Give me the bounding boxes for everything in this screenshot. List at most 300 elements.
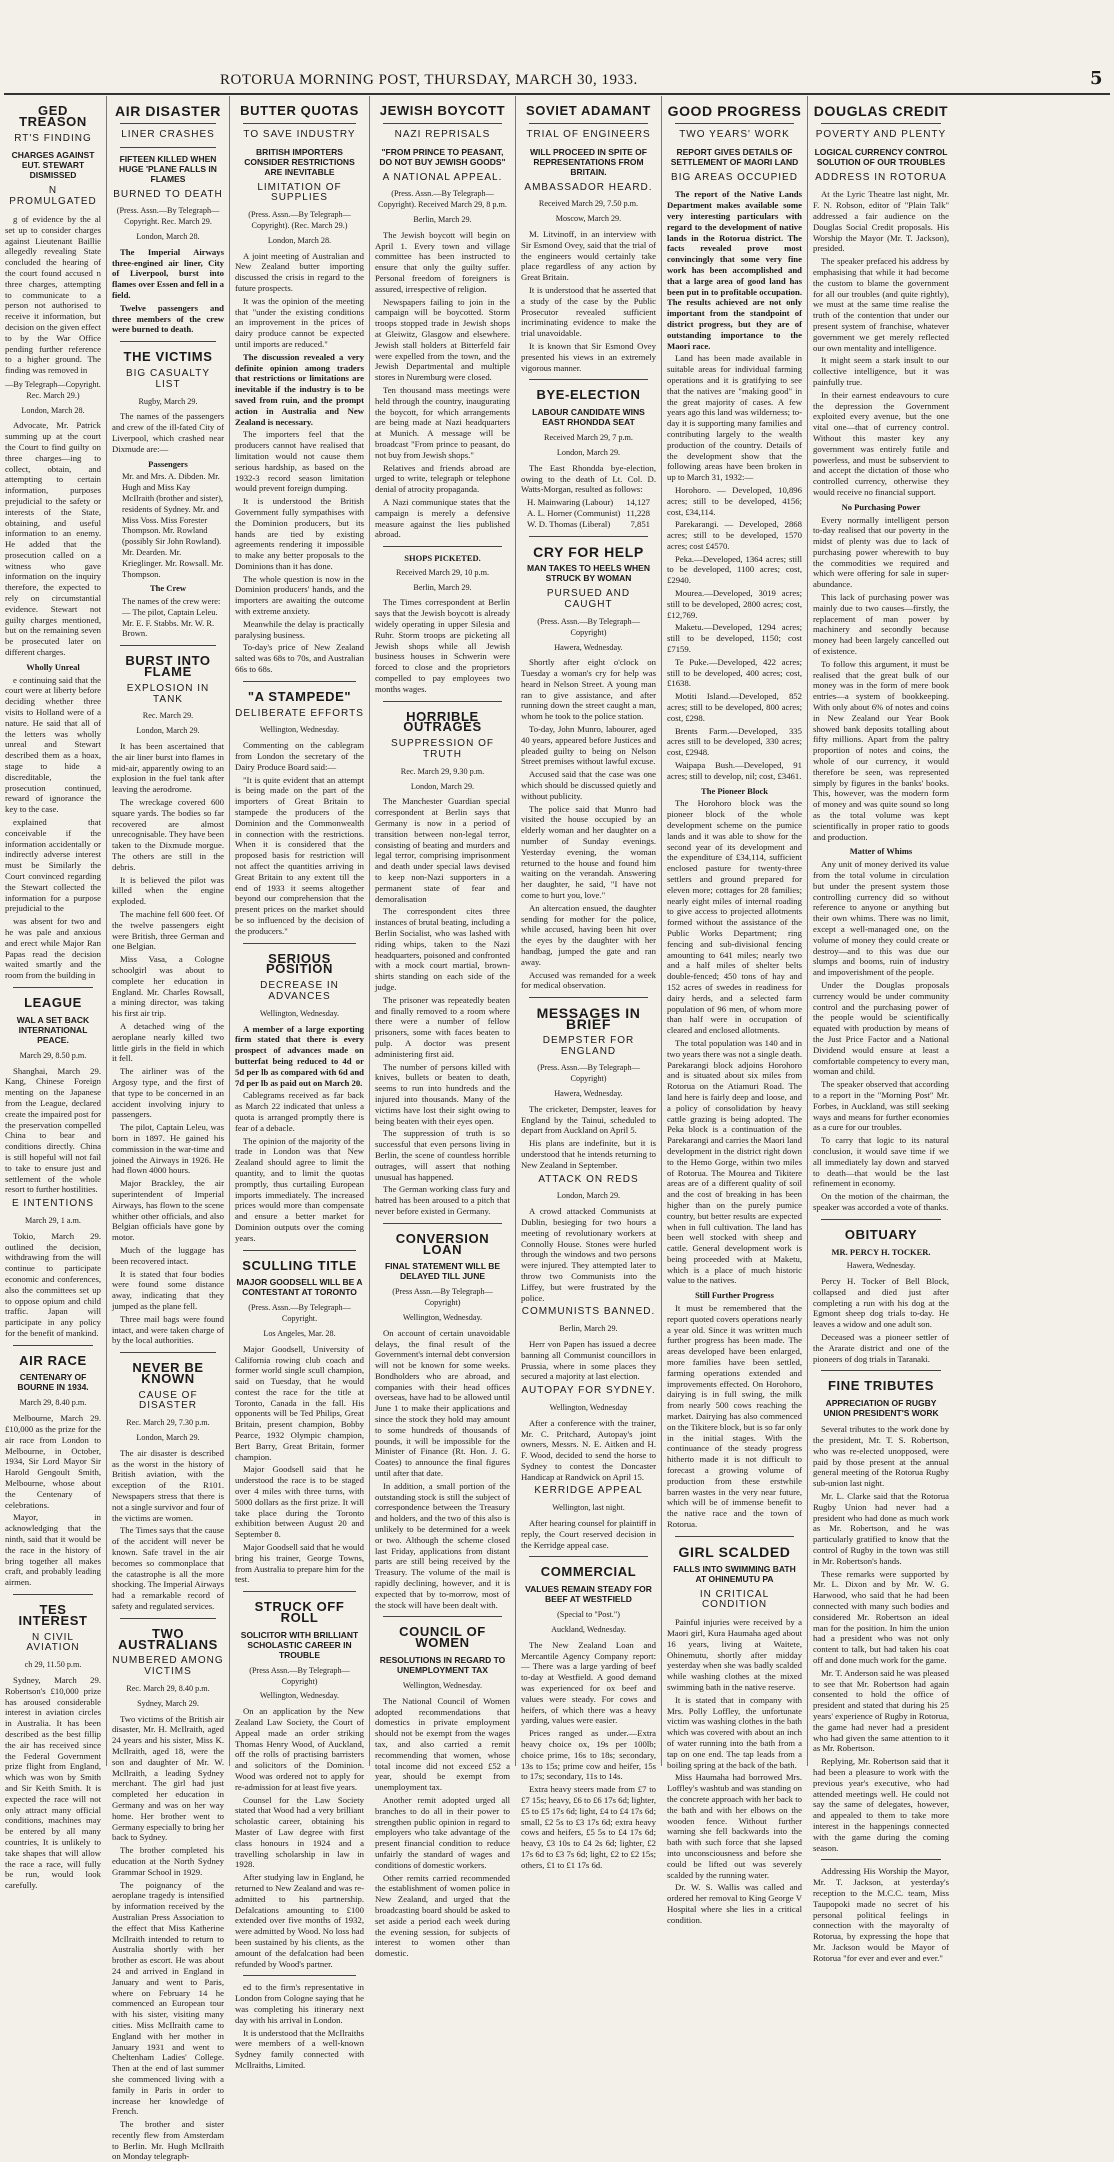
article-paragraph: Relatives and friends abroad are urged to write, telegraph or telephone denial of atrocity propaganda. [375, 462, 510, 495]
article-subhead: AUTOPAY FOR SYDNEY. [521, 1385, 656, 1397]
article-paragraph: Major Goodsell said that he would bring his trainer, George Towns, from Australia to prepare him for the test. [235, 1542, 364, 1585]
dateline: Berlin, March 29. [559, 1324, 618, 1334]
divider [529, 379, 648, 380]
article-deck: RESOLUTIONS IN REGARD TO UNEMPLOYMENT TAX [379, 1655, 506, 1676]
article-paragraph: Several tributes to the work done by the president, Mr. T. S. Robertson, who was re-elected unopposed, were paid by those present at the annual general meeting of the Rotorua Rugby sub-union last night. [813, 1424, 949, 1489]
article-headline: SCULLING TITLE [242, 1257, 357, 1273]
newspaper-page [0, 96, 1114, 2162]
section-subhead: SHOPS PICKETED. [404, 553, 481, 564]
article-paragraph: The opinion of the majority of the trade in London was that New Zealand should agree to limit the quantity, and to limit the quotas promptly, thus curtailing European imports immediately. The increased prices would more than compensate and ensure a better market for Dominion outputs over the coming years. [235, 1135, 364, 1243]
article-paragraph: Land has been made available in suitable areas for individual farming operations and it is gratifying to see that the natives are "making good" in the great majority of cases. A few years ago this land was wilderness; to-day it is supporting many families and contributing largely to the wealth production of the country. Details of the development show that the following areas have been broken in up to March 31, 1932:— [667, 353, 802, 483]
article-paragraph: Herr von Papen has issued a decree banning all Communist councillors in Prussia, where in some places they secured a majority at last election. [521, 1338, 656, 1382]
article-headline: GOOD PROGRESS [667, 103, 802, 119]
article-headline: THE VICTIMS [123, 349, 213, 365]
divider [13, 987, 93, 988]
column-1 [0, 96, 106, 1891]
divider [120, 341, 216, 342]
article-paragraph: Tokio, March 29. outlined the decision, withdrawing from the will continue to participate economic and conferences, also the committees set up to oppose opium and child traffic. Japan will participate in any policy for the benefit of mankind. [5, 1230, 101, 1338]
article-paragraph: The machine fell 600 feet. Of the twelve passengers eight were British, three German and one Belgian. [112, 909, 224, 952]
dateline: Wellington, Wednesday. [402, 1681, 483, 1691]
article-paragraph: Under the Douglas proposals currency would be under community control and the purchasing power of the people would be scientifically equated with production by means of the Just Price Factor and a National Dividend would ensure at least a comfortable competency to every man, woman and child. [813, 979, 949, 1077]
dateline: Rugby, March 29. [138, 396, 198, 406]
article-paragraph: Replying, Mr. Robertson said that it had been a pleasure to work with the previous year's executive, who had attended meetings well. He could not say the same of delegates, however, and appealed to them to take more interest in the happenings connected with the game during the coming season. [813, 1756, 949, 1853]
dateline: London, March 28. [136, 231, 200, 241]
article-paragraph: An altercation ensued, the daughter sending for mother for the police, while accused, having been hit over the eyes by the daughter with her handbag, jumped the gate and ran away. [521, 902, 656, 967]
article-deck: MAN TAKES TO HEELS WHEN STRUCK BY WOMAN [527, 563, 650, 584]
article-deck: "FROM PRINCE TO PEASANT, DO NOT BUY JEWISH GOODS" [379, 146, 506, 167]
article-subhead: IN CRITICAL CONDITION [699, 1588, 770, 1611]
article-paragraph: The number of persons killed with knives, bullets or beaten to death, seems to run into hundreds and the injured into thousands. Many of the victims have lost their sight owing to being beaten with their eyes open. [375, 1061, 510, 1126]
divider [383, 1223, 502, 1224]
divider [383, 546, 502, 547]
article-paragraph: The whole question is now in the Dominion producers' hands, and the importers are awaiting the outcome with extreme anxiety. [235, 573, 364, 617]
article-subhead: NAZI REPRISALS [394, 128, 491, 140]
article-headline: GED TREASON [19, 103, 87, 129]
article-paragraph: The names of the passengers and crew of the ill-fated City of Liverpool, which crashed near Dixmude are:— [112, 411, 224, 454]
dateline: (Press. Assn.—By Telegraph—Copyright). (Rec. March 29.) [248, 210, 351, 230]
article-headline: COUNCIL OF WOMEN [399, 1624, 486, 1651]
article-paragraph: To carry that logic to its natural conclusion, it would save time if we all immediately lay down and starved to death—that would be the last refinement in economy. [813, 1135, 949, 1189]
section-subhead: Matter of Whims [849, 846, 913, 857]
dateline: (Press. Assn.—By Telegraph—Copyright. [248, 1303, 351, 1324]
dateline: Berlin, March 29. [413, 582, 472, 592]
dateline: Hawera, Wednesday. [846, 1261, 916, 1271]
page-number: 5 [1090, 68, 1103, 89]
article-deck: APPRECIATION OF RUGBY UNION PRESIDENT'S WORK [823, 1398, 939, 1419]
article-lead: The discussion revealed a very definite opinion among traders that restrictions or limitations are inevitable if the industry is to be saved from ruin, and the prompt action in Australia and New Zealand is necessary. [235, 351, 364, 427]
divider [821, 123, 941, 124]
section-subhead: No Purchasing Power [841, 501, 921, 512]
article-paragraph: ed to the firm's representative in London from Cologne saying that he was completing his itinerary next day with his arrival in London. [235, 1982, 364, 2025]
article-subhead: TO SAVE INDUSTRY [243, 128, 356, 140]
dateline: (Press. Assn.—By Telegraph—Copyright). Received March 29, 8 p.m. [378, 189, 507, 210]
article-paragraph: Deceased was a pioneer settler of the Ararate district and one of the pioneers of dog trials in Taranaki. [813, 1332, 949, 1364]
article-paragraph: Melbourne, March 29. £10,000 as the prize for the air race from London to Melbourne, in October, 1934, Sir Lord Mayor Sir Harold Gengoult Smith, Melbourne, whose about the Centenary of celebrations. [5, 1413, 101, 1510]
article-paragraph: After hearing counsel for plaintiff in reply, the Court reserved decision in the Kerridge appeal case. [521, 1518, 656, 1550]
candidate-name: A. L. Horner (Communist) [527, 507, 621, 518]
article-paragraph: The prisoner was repeatedly beaten and finally removed to a room where there were a number of fellow prisoners, some with faces beaten to pulp. A doctor was present administering first aid. [375, 994, 510, 1059]
article-paragraph: It must be remembered that the report quoted covers operations nearly a year old. Since it was written much further progress has been made. The areas developed have been enlarged, more families have been settled, farming operations extended and improvements effected. On Horohoro, dairying is in full swing, the milk from nearly 500 cows reaching the market. Dairying has also commenced on the Tikitere block, but is so far only in the initial stages. With the continuance of the steady progress hitherto made it is not difficult to forecast a growing volume of production from these erstwhile barren wastes in the very near future, which will be of immense benefit to the native race and the town of Rotorua. [667, 1303, 802, 1530]
article-paragraph: The Times says that the cause of the accident will never be known. Safe travel in the air becomes so commonplace that the catastrophe is all the more shocking. The Imperial Airways had a remarkable record of safety and regulated services. [112, 1525, 224, 1612]
column-3 [229, 96, 369, 2070]
article-paragraph: The cricketer, Dempster, leaves for England by the Tainui, scheduled to depart from Auckland on April 5. [521, 1103, 656, 1136]
divider [120, 1618, 216, 1619]
dateline: London, March 29. [410, 781, 475, 791]
section-subhead: Passengers [148, 458, 188, 469]
dateline: Wellington, last night. [552, 1503, 625, 1513]
article-paragraph: The German working class fury and hatred has been aroused to a pitch that never before existed in Germany. [375, 1184, 510, 1216]
article-paragraph: Newspapers failing to join in the campaign will be boycotted. Storm troops stopped trade in Jewish shops at Gleiwitz, Glasgow and elsewhere. Jewish stall holders at Bitterfeld fair were expelled from the town, and the Jewish Departmental and multiple stores in Nuremburg were closed. [375, 296, 510, 383]
article-paragraph: Mayor, in acknowledging that the ninth, said that it would be the race in the history of bring together all makes craft, and probably leading airmen. [5, 1512, 101, 1588]
divider [529, 997, 648, 998]
divider [243, 943, 356, 944]
article-paragraph: A joint meeting of Australian and New Zealand butter importing discussed the crisis in regard to the future prospects. [235, 250, 364, 293]
article-deck: BRITISH IMPORTERS CONSIDER RESTRICTIONS ARE INEVITABLE [244, 146, 355, 177]
article-paragraph: It is understood that he asserted that a study of the case by the Public Prosecutor revealed sufficient incriminating evidence to make the trial unavoidable. [521, 284, 656, 339]
article-paragraph: Any unit of money derived its value from the total volume in circulation but under the present system those controlling currency did so without reference to anyone or anything but their own whims. There was no limit, except a well-managed one, on the volume of money they could create or destroy—and to this was due our slumps and booms, ruin of industry and impoverishment of the people. [813, 859, 949, 978]
article-deck: WAL A SET BACK INTERNATIONAL PEACE. [16, 1014, 90, 1045]
article-paragraph: The Horohoro block was the pioneer block of the whole development scheme on the pumice lands and it was able to show for the second year of its development and the expenditure of £34,114, sufficient enclosed pasture for twenty-three settlers and ground prepared for eleven more; cottages for 28 families; nearly eight miles of internal roading to give access to projected allotments formed without the assistance of the Public Works Department; ring fencing and sub-divisional fencing amounting to 641 miles; nearly two and a half miles of shelter belts double-fenced; 450 tons of hay and 152 acres of swedes in readiness for dairy herds, and a selected farm population of 96 men, of whom more than half were in occupation of cleared and enclosed allotments. [667, 798, 802, 1036]
dateline: (Special to "Post.") [557, 1610, 620, 1620]
article-paragraph: This lack of purchasing power was mainly due to two causes—firstly, the replacement of man power by machinery and secondly because money had been largely cancelled out of existence. [813, 592, 949, 657]
article-paragraph: Sydney, March 29. Robertson's £10,000 prize has aroused considerable interest in aviation circles in Australia. It has been described as the best fillip the air has received since the Federal Government prize flight from England, which was won by Smith and Sir Keith Smith. It is expected the race will not only attract many official conditions, machines may be entered by all many countries, It is unlikely to take shapes that will allow the race a race, will fully be run, would look carefully. [5, 1675, 101, 1891]
article-headline: HORRIBLE OUTRAGES [403, 708, 482, 735]
divider [675, 123, 794, 124]
article-paragraph: The Jewish boycott will begin on April 1. Every town and village committee has been instructed to ensure that only the guilty suffer. Personal freedom of foreigners is assured, irrespective of religion. [375, 229, 510, 294]
article-subhead: DEMPSTER FOR ENGLAND [542, 1034, 635, 1057]
article-paragraph: At the Lyric Theatre last night, Mr. F. N. Robson, editor of "Plain Talk" addressed a fair audience on the Douglas Social Credit proposals. His Worship the Mayor (Mr. T. Jackson), presided. [813, 189, 949, 254]
article-headline: SERIOUS POSITION [266, 950, 333, 977]
article-paragraph: Accused was remanded for a week for medical observation. [521, 969, 656, 991]
article-deck: CENTENARY OF BOURNE IN 1934. [17, 1372, 89, 1393]
article-headline: AIR RACE [19, 1352, 87, 1368]
article-paragraph: The air disaster is described as the worst in the history of British aviation, with the exception of the R101. Newspapers stress that there is not a single survivor and four of the victims are women. [112, 1447, 224, 1523]
article-paragraph: The suppression of truth is so successful that even persons living in Berlin, the scene of countless horrible outrages, will assert that nothing unusual has happened. [375, 1128, 510, 1182]
article-paragraph: It might seem a stark insult to our collective intelligence, but it was painfully true. [813, 355, 949, 387]
section-subhead: Wholly Unreal [26, 661, 80, 672]
article-paragraph: The police said that Munro had visited the house occupied by an elderly woman and her daughter on a number of Sunday evenings. Yesterday evening, the woman returned to the house and found him waiting on the verandah. Answering her daughter, he said, "I have not come to hurt you, love." [521, 803, 656, 901]
article-deck: SOLICITOR WITH BRILLIANT SCHOLASTIC CAREER IN TROUBLE [240, 1629, 359, 1660]
article-subhead: LINER CRASHES [121, 128, 215, 140]
article-paragraph: Parekarangi. — Developed, 2868 acres; still to be developed, 1570 acres; cost £4570. [667, 519, 802, 551]
article-subhead: LIMITATION OF SUPPLIES [257, 181, 342, 204]
article-paragraph: It is known that Sir Esmond Ovey presented his views in an extremely vigorous manner. [521, 340, 656, 373]
article-subhead: EXPLOSION IN TANK [126, 682, 210, 705]
candidate-name: H. Mainwaring (Labour) [527, 497, 614, 508]
candidate-votes: 11,228 [626, 507, 650, 518]
article-headline: MESSAGES IN BRIEF [536, 1005, 641, 1032]
dateline: (Press. Assn.—By Telegraph—Copyright) [537, 1063, 640, 1084]
article-paragraph: It has been ascertained that the air liner burst into flames in mid-air, apparently owing to an explosion in the fuel tank after leaving the aerodrome. [112, 741, 224, 795]
article-paragraph: Te Puke.—Developed, 422 acres; still to be developed, 400 acres; cost, £1638. [667, 656, 802, 689]
article-paragraph: It is understood that the McIlraiths were members of a well-known Sydney family connected with McIlraiths, Limited. [235, 2027, 364, 2070]
article-paragraph: On account of certain unavoidable delays, the final result of the Government's internal debt conversion will not be known for some weeks. Bondholders who are abroad, and companies with their head offices overseas, have had to be allowed until June 1 to make their applications and since the stock they hold may amount to some hundreds of thousands of pounds, it will be impossible for the Minister of Finance (Rt. Hon. J. G. Coates) to announce the final figures until after that date. [375, 1327, 510, 1479]
article-paragraph: Mr. T. Anderson said he was pleased to see that Mr. Robertson had again consented to hold the office of president and stated that during his 25 years' experience of Rugby in Rotorua, the game had never had a president who had given the same attention to it as Mr. Robertson. [813, 1667, 949, 1754]
article-paragraph: The speaker prefaced his address by emphasising that while it had become the custom to blame the government for all our troubles (and quite rightly), we must at the same time realise the truth of the contention that under our present system of franchise, whatever government we get merely reflected our own mentality and intelligence. [813, 256, 949, 353]
dateline: Auckland, Wednesday. [551, 1625, 626, 1635]
article-paragraph: Every normally intelligent person to-day realised that our poverty in the midst of plenty was due to lack of purchasing power wherewith to buy the commodities we required and which were offering for sale in super-abundance. [813, 514, 949, 590]
article-paragraph: Miss Vasa, a Cologne schoolgirl was about to complete her education in England. Mr. Charles Rowsall, a mining director, was taking his first air trip. [112, 954, 224, 1019]
masthead-rule [4, 93, 1110, 95]
divider [821, 1859, 941, 1860]
article-paragraph: The correspondent cites three instances of brutal beating, including a Berlin Socialist, who was lashed with riding whips, taken to the Nazi headquarters, poisoned and confronted with a mock court martial, brown-shirts standing on each side of the judge. [375, 906, 510, 992]
article-subhead: TWO YEARS' WORK [679, 128, 790, 140]
section-subhead: The Pioneer Block [701, 785, 768, 796]
article-deck: MAJOR GOODSELL WILL BE A CONTESTANT AT TORONTO [236, 1277, 363, 1298]
article-paragraph: The Times correspondent at Berlin says that the Jewish boycott is already widely operating in upper Silesia and Ruhr. Storm troops are picketing all Jewish shops while all Jewish business houses in Schwerin were forced to close and the proprietors compelled to pay employees two months wages. [375, 597, 510, 694]
divider [120, 645, 216, 646]
article-paragraph: Addressing His Worship the Mayor, Mr. T. Jackson, at yesterday's reception to the M.C.C. team, Miss Taupopoki made no secret of his personal political feelings in connection with the mayoralty of Rotorua, by expressing the hope that Mr. Jackson would be Mayor of Rotorua "for ever and ever and ever." [813, 1866, 949, 1963]
article-headline: OBITUARY [844, 1226, 918, 1242]
article-paragraph: Miss Haumaha had borrowed Mrs. Loffley's washtub and was standing on the concrete approach with her back to the bath and with her elbows on the wooden fence. Without further warning she fell backwards into the bath with such force that she lapsed into unconsciousness and before she could be lifted out was severely scalded by the running water. [667, 1772, 802, 1880]
article-paragraph: Horohoro. — Developed, 10,896 acres; still to be developed, 4156; cost, £34,114. [667, 484, 802, 517]
election-result-row [527, 519, 650, 530]
article-subhead: BIG AREAS OCCUPIED [671, 171, 798, 183]
article-paragraph: It is stated that four bodies were found some distance away, indicating that they jumped as the plane fell. [112, 1268, 224, 1311]
article-paragraph: g of evidence by the al set up to consider charges against Lieutenant Baillie allegedly revealing State concluded the hearing of the court found accused n three charges, attempting to communicate to a person not authorised to receive it information, but decision on the given effect to by the War Office pending further reference to a higher ground. The finding was removed in [5, 213, 101, 376]
divider [529, 1556, 648, 1557]
dateline: Wellington, Wednesday. [259, 1008, 340, 1018]
article-paragraph: Dr. W. S. Wallis was called and ordered her removal to King George V Hospital where she lies in a critical condition. [667, 1882, 802, 1925]
dateline: Received March 29, 10 p.m. [396, 567, 489, 577]
candidate-name: W. D. Thomas (Liberal) [527, 518, 611, 529]
article-paragraph: Maketu.—Developed, 1294 acres; still to be developed, 1150; cost £7159. [667, 622, 802, 655]
dateline: ch 29, 11.50 p.m. [24, 1660, 82, 1670]
divider [120, 1352, 216, 1353]
divider [821, 1370, 941, 1371]
article-headline: COMMERCIAL [540, 1564, 637, 1580]
divider [243, 681, 356, 682]
dateline: —By Telegraph—Copyright. Rec. March 29.) [5, 379, 101, 400]
article-headline: "A STAMPEDE" [247, 688, 352, 704]
article-paragraph: Other remits carried recommended the establishment of women police in New Zealand, and urged that the broadcasting board should be asked to set aside a period each week during the evening session, for subjects of interest to women other than domestic. [375, 1872, 510, 1959]
article-paragraph: Percy H. Tocker of Bell Block, collapsed and died just after completing a run with his dog at the Egmont sheep dog trials to-day. He leaves a widow and one adult son. [813, 1276, 949, 1330]
article-paragraph: Waipapa Bush.—Developed, 91 acres; still to develop, nil; cost, £3461. [667, 760, 802, 781]
article-paragraph: His plans are indefinite, but it is understood that he intends returning to New Zealand in September. [521, 1138, 656, 1170]
article-subhead: TRIAL OF ENGINEERS [526, 128, 651, 140]
article-paragraph: e continuing said that the court were at liberty before deciding whether three visits to Holland were of a nature. He said that all of the letters was wholly unreal and Stewart described them as a hoax, stage to hide a discreditable, the prosecution continued, reward of ignorance the key to the case. [5, 674, 101, 815]
article-headline: JEWISH BOYCOTT [379, 103, 506, 118]
divider [529, 123, 648, 124]
article-paragraph: The National Council of Women adopted recommendations that domestics in private employment should not be exempt from the wages tax, and also carried a remit recommending that women, whose total income did not exceed £52 a year, should be exempt from unemployment tax. [375, 1695, 510, 1793]
dateline: Moscow, March 29. [555, 214, 622, 224]
dateline: Hawera, Wednesday. [554, 642, 623, 652]
article-subhead: AMBASSADOR HEARD. [524, 181, 653, 193]
article-headline: BUTTER QUOTAS [240, 103, 359, 118]
article-paragraph: Peka.—Developed, 1364 acres; still to be developed, 1100 acres; cost, £2940. [667, 553, 802, 586]
article-headline: DOUGLAS CREDIT [813, 103, 949, 119]
dateline: Rec. March 29, 7.30 p.m. [126, 1418, 210, 1428]
article-paragraph: Motiti Island.—Developed, 852 acres; still to be developed, 800 acres; cost, £298. [667, 691, 802, 723]
dateline: March 29, 1 a.m. [25, 1215, 81, 1225]
article-paragraph: The importers feel that the producers cannot have realised that limitation would not cause them serious hardship, as based on the 1932-3 record season limitation would prevent foreign dumping. [235, 429, 364, 494]
article-paragraph: The total population was 140 and in two years there was not a single death. Parekarangi block adjoins Horohoro and is situated about six miles from Rotorua on the Atiamuri Road. The land here is fairly deep and loose, and a policy of consolidation by heavy cattle grazing is being adopted. The Peka block is a continuation of the Parekarangi and carries the Maori land development in the district right down to the Hemo Gorge, within two miles of Rotorua. The Mourea and Tikitere areas are of a different quality of soil and the cost of breaking in has been higher than on the purely pumice country, but better results are expected when in full cultivation. The land has been well stocked with sheep and cattle. General development work is being proceeded with at Maketu, which is a place of much historic value to the natives. [667, 1037, 802, 1286]
article-paragraph: The wreckage covered 600 square yards. The bodies so far recovered are almost unrecognisable. They have been taken to the Dixmude morgue. The others are still in the debris. [112, 797, 224, 872]
dateline: (Press. Assn.—By Telegraph—Copyright) [537, 616, 640, 637]
column-2 [106, 96, 229, 2162]
divider [243, 1975, 356, 1976]
article-paragraph: Mourea.—Developed, 3019 acres; still to be developed, 2800 acres; cost, £12,769. [667, 588, 802, 620]
article-paragraph: explained that conceivable if the information accidentally or indirectly adverse interest must be Similarly the Court convinced regarding the Stewart collected the information for a purpose prejudicial to the [5, 817, 101, 914]
column-7 [807, 96, 954, 1963]
article-lead: Twelve passengers and three members of the crew were burned to death. [112, 302, 224, 335]
article-lead: A member of a large exporting firm stated that there is every prospect of advances made on butterfat being reduced to 4d or 5d per lb as compared with 6d and 7d per lb as paid out on March 20. [235, 1023, 364, 1088]
dateline: Wellington, Wednesday. [259, 1691, 340, 1701]
dateline: Rec. March 29, 9.30 p.m. [400, 766, 485, 776]
article-paragraph: After a conference with the trainer, Mr. C. Pritchard, Autopay's joint owners, Messrs. N. E. Aitken and H. F. Wood, decided to send the horse to Sydney to contest the Doncaster Handicap at Randwick on April 15. [521, 1417, 656, 1482]
article-headline: BURST INTO FLAME [125, 653, 211, 680]
divider [243, 1591, 356, 1592]
divider [675, 1536, 794, 1537]
dateline: Rec. March 29. [142, 711, 194, 721]
column-4 [369, 96, 515, 1959]
article-paragraph: Shanghai, March 29. Kang, Chinese Foreign menting on the Japanese from the League, declared create the impaired post for the preservation compelled China to bear and conditions directly. China is still hopeful will not fail to take to ensure just and settlement of the whole resort to further hostilities. [5, 1065, 101, 1195]
article-subhead: N CIVIL AVIATION [26, 1631, 80, 1654]
article-paragraph: To follow this argument, it must be realised that the great bulk of our money was in the form of mere book entries—a system of bookkeeping. With only about 6% of notes and coins in New Zealand our Year Book showed bank deposits totalling about fifty millions. Apart from the paltry proportion of notes and coins, the whole of our currency, it would therefore be seen, was represented simply by figures in the banks' books. This, however, was the modern form of money and was quite sound so long as the total volume was kept scientifically in proper ratio to goods and production. [813, 658, 949, 842]
candidate-votes: 14,127 [626, 497, 650, 508]
article-subhead: N PROMULGATED [9, 185, 97, 208]
divider [243, 1250, 356, 1251]
passenger-list: Mr. and Mrs. A. Dibden. Mr. Hugh and Miss Kay McIlraith (brother and sister), residents of Sydney. Mr. and Miss Voss. Miss Forester Thompson. Mr. Rowland (possibly Sir John Rowland). Mr. Dearden. Mr. Krieglinger. Mr. Rowsall. Mr. Thompson. [122, 471, 224, 579]
article-paragraph: The Manchester Guardian special correspondent at Berlin says that Germany is now in a period of transition between non-legal terror, consisting of beating and murders and legal terror, comprising imprisonment and death under special laws devised to keep non-Nazi supporters in a permanent state of fear and demoralisation [375, 796, 510, 904]
dateline: London, March 29. [556, 447, 621, 457]
article-paragraph: It is stated that in company with Mrs. Polly Loffley, the unfortunate victim was washing clothes in the bath which was covered with about an inch of water running into the bath from a tap on one end. The tap leads from a boiling spring at the back of the bath. [667, 1694, 802, 1770]
article-subhead: BIG CASUALTY LIST [125, 367, 211, 390]
masthead-title: ROTORUA MORNING POST, THURSDAY, MARCH 30, 1933. [220, 72, 638, 88]
article-paragraph: On an application by the New Zealand Law Society, the Court of Appeal made an order striking Thomas Henry Wood, of Auckland, off the rolls of practising barristers and solicitors of the Dominion. Wood was ordered not to apply for re-admission for at least five years. [235, 1706, 364, 1792]
article-lead: The Imperial Airways three-engined air liner, City of Liverpool, burst into flames over Essen and fell in a field. [112, 246, 224, 300]
article-paragraph: The airliner was of the Argosy type, and the first of that type to be concerned in an accident involving injury to passengers. [112, 1066, 224, 1120]
article-subhead: E INTENTIONS [11, 1198, 94, 1210]
article-subhead: DELIBERATE EFFORTS [235, 707, 364, 719]
article-paragraph: Painful injuries were received by a Maori girl, Kura Haumaha aged about 16 years, living at Waitete, Ohinemutu, shortly after midday yesterday when she was badly scalded while washing clothes at the mixed swimming bath in the native reserve. [667, 1617, 802, 1692]
dateline: Sydney, March 29. [137, 1698, 199, 1708]
article-paragraph: In addition, a small portion of the outstanding stock is still the subject of correspondence between the Treasury and holders, and the two of this also is unlikely to be determined for a week or two. Although the scheme closed last Friday, applications from distant parts are still being received by the Treasury. The volume of the mail is rapidly declining, however, and it is expected that by to-morrow, most of the stock will have been dealt with. [375, 1480, 510, 1610]
dateline: March 29, 8.50 p.m. [19, 1050, 87, 1060]
dateline: Berlin, March 29. [413, 214, 472, 224]
divider [120, 147, 216, 148]
election-results [527, 497, 650, 529]
article-deck: FINAL STATEMENT WILL BE DELAYED TILL JUNE [384, 1261, 501, 1282]
section-subhead: The Crew [150, 583, 186, 594]
article-paragraph: A Nazi communique states that the campaign is merely a defensive measure against the lies published abroad. [375, 496, 510, 540]
article-deck: VALUES REMAIN STEADY FOR BEEF AT WESTFIELD [525, 1584, 652, 1605]
dateline: Hawera, Wednesday. [554, 1088, 623, 1098]
article-deck: FALLS INTO SWIMMING BATH AT OHINEMUTU PA [673, 1563, 796, 1584]
article-deck: LOGICAL CURRENCY CONTROL SOLUTION OF OUR TROUBLES [814, 146, 948, 167]
article-deck: WILL PROCEED IN SPITE OF REPRESENTATIONS FROM BRITAIN. [530, 146, 647, 177]
article-paragraph: Major Brackley, the air superintendent of Imperial Airways, has flown to the scene whither other officials, and also Belgian officials have gone by motor. [112, 1178, 224, 1243]
article-paragraph: Extra heavy steers made from £7 to £7 15s; heavy, £6 to £6 17s 6d; lighter, £5 to £5 17s 6d; light, £4 to £4 17s 6d; small, £2 5s to £3 17s 6d; extra heavy cows and heifers, £5 5s to £4 17s 6d; heavy, £3 10s to £4 2s 6d; lighter, £2 17s 6d to £3 7s 6d; light, £2 to £2 15s; others, £1 to £1 17s 6d. [521, 1784, 656, 1870]
dateline: Received March 29, 7 p.m. [544, 433, 633, 443]
dateline: Wellington, Wednesday [549, 1402, 628, 1412]
article-paragraph: These remarks were supported by Mr. L. Dixon and by Mr. W. G. Harwood, who said that he had been connected with many such bodies and considered Mr. Robertson an ideal man for the position. In him the union had a president who was not only content to talk, but had taken his coat off and done much work for the game. [813, 1568, 949, 1665]
article-paragraph: In their earnest endeavours to cure the depression the Government exploited every avenue, but the one vital one—that of currency control. Without this master key any government was entirely futile and powerless, and must be subservient to and accept the dictation of those who controlled currency, otherwise they would receive no financial support. [813, 389, 949, 497]
dateline: (Press Assn.—By Telegraph—Copyright) [249, 1665, 350, 1686]
article-paragraph: Commenting on the cablegram from London the secretary of the Dairy Produce Board said:— [235, 740, 364, 772]
divider [243, 123, 356, 124]
article-paragraph: The brother and sister recently flew from Amsterdam to Berlin. Mr. Hugh McIlraith on Monday telegraph- [112, 2119, 224, 2162]
article-headline: FINE TRIBUTES [827, 1378, 935, 1394]
article-headline: LEAGUE [24, 994, 82, 1010]
article-paragraph: Two victims of the British air disaster, Mr. H. McIlraith, aged 24 years and his sister, Miss K. McIlraith, aged 18, were the son and daughter of Mr. W. McIlraith, a leading Sydney merchant. The girl had just completed her education in Germany and was on her way home. Her brother went to Germany especially to bring her back to Sydney. [112, 1713, 224, 1843]
article-paragraph: The speaker observed that according to a report in the "Morning Post" Mr. Forbes, in Auckland, was still seeking ways and means for further economies as a cure for our troubles. [813, 1079, 949, 1133]
article-headline: NEVER BE KNOWN [132, 1360, 204, 1386]
candidate-votes: 7,851 [630, 518, 650, 529]
dateline: Wellington, Wednesday. [402, 1312, 483, 1322]
article-paragraph: A detached wing of the aeroplane nearly killed two little girls in the field in which it fell. [112, 1020, 224, 1064]
dateline: London, March 29. [136, 726, 200, 736]
article-deck: CHARGES AGAINST EUT. STEWART DISMISSED [11, 150, 95, 181]
article-paragraph: After studying law in England, he returned to New Zealand and was re-admitted to his partnership. Defalcations amounting to £100 extended over five months of 1932, were admitted by Wood. No loss had been sustained by his clients, as the amount of the defalcation had been refunded by Wood's partner. [235, 1872, 364, 1969]
dateline: (Press. Assn.—By Telegraph—Copyright. Rec. March 29. [116, 206, 220, 227]
dateline: London, March 29. [136, 1433, 200, 1443]
article-paragraph: Three mail bags were found intact, and were taken charge of by the local authorities. [112, 1313, 224, 1346]
dateline: March 29, 8.40 p.m. [19, 1398, 87, 1408]
article-headline: TWO AUSTRALIANS [118, 1625, 218, 1652]
election-result-row [527, 508, 650, 519]
article-paragraph: Brents Farm.—Developed, 335 acres still to be developed, 330 acres; cost, £2948. [667, 725, 802, 758]
divider [383, 701, 502, 702]
article-subhead: KERRIDGE APPEAL [534, 1485, 643, 1497]
article-subhead: BURNED TO DEATH [113, 188, 223, 200]
article-paragraph: The pilot, Captain Leleu, was born in 1897. He gained his commission in the war-time and joined the Airways in 1926. He had flown 4000 hours. [112, 1122, 224, 1176]
divider [13, 1345, 93, 1346]
dateline: Wellington, Wednesday. [259, 725, 340, 735]
crew-list: The names of the crew were:— The pilot, Captain Leleu. Mr. E. F. Stabbs. Mr. W. R. Brown. [122, 596, 221, 639]
divider [383, 123, 502, 124]
article-subhead: SUPPRESSION OF TRUTH [391, 738, 494, 761]
article-headline: STRUCK OFF ROLL [254, 1599, 345, 1626]
article-paragraph: To-day's price of New Zealand salted was 68s to 70s, and Australian 66s to 68s. [235, 642, 364, 675]
article-paragraph: Cablegrams received as far back as March 22 indicated that unless a quota is arranged promptly there is fear of a debacle. [235, 1090, 364, 1133]
article-paragraph: The brother completed his education at the North Sydney Grammar School in 1929. [112, 1845, 224, 1877]
article-paragraph: Another remit adopted urged all branches to do all in their power to strengthen public opinion in regard to employers who take advantage of the present financial condition to reduce unfairly the standard of wages and conditions of domestic workers. [375, 1794, 510, 1870]
article-paragraph: Mr. L. Clarke said that the Rotorua Rugby Union had never had a president who had done as much work as Mr. Robertson, and he was particularly gratified to know that the control of Rugby in the town was still in Mr. Robertson's hands. [813, 1491, 949, 1566]
article-paragraph: It is believed the pilot was killed when the engine exploded. [112, 874, 224, 907]
article-paragraph: It was the opinion of the meeting that "under the existing conditions an improvement in the prices of dairy produce cannot be expected until imports are reduced." [235, 295, 364, 349]
article-paragraph: On the motion of the chairman, the speaker was accorded a vote of thanks. [813, 1191, 949, 1212]
article-headline: CRY FOR HELP [533, 543, 644, 560]
article-paragraph: Prices ranged as under.—Extra heavy choice ox, 19s per 100lb; choice prime, 16s to 18s; secondary, 13s to 15s; prime cow and heifer, 15s to 17s; secondary, 11s to 14s. [521, 1728, 656, 1782]
article-lead: The report of the Native Lands Department makes available some very interesting particulars with regard to the development of native lands in the Rotorua district. The facts revealed prove most convincingly that some very fine work has been accomplished and that a large area of good land has been put in to profitable occupation. The results achieved are not only important from the standpoint of district progress, but they are of outstanding importance to the Maori race. [667, 189, 802, 351]
article-subhead: RT'S FINDING [14, 132, 92, 144]
divider [120, 123, 216, 124]
article-subhead: COMMUNISTS BANNED. [521, 1306, 656, 1318]
article-paragraph: M. Litvinoff, in an interview with Sir Esmond Ovey, said that the trial of the engineers would certainly take place regardless of any action by Great Britain. [521, 228, 656, 283]
article-deck: LABOUR CANDIDATE WINS EAST RHONDDA SEAT [532, 407, 645, 428]
article-subhead: NUMBERED AMONG VICTIMS [112, 1655, 224, 1678]
article-paragraph: Ten thousand mass meetings were held through the country, inaugurating the boycott, for which arrangements are being made at Nazi headquarters at Munich. A message will be broadcast "From prince to peasant, do not buy from Jewish shops." [375, 384, 510, 460]
article-paragraph: It is understood the British Government fully sympathises with the Dominion producers, but its hands are tied by existing agreements rendering it impossible to make any better proposals to the Dominions than it has done. [235, 496, 364, 571]
divider [821, 1219, 941, 1220]
article-paragraph: The New Zealand Loan and Mercantile Agency Company report:— There was a large yarding of beef to-day at Westfield. A good demand was experienced for ox beef and values were steady. For cows and heifers, of which there was a heavy yarding, values were easier. [521, 1639, 656, 1726]
article-paragraph: The East Rhondda bye-election, owing to the death of Lt. Col. D. Watts-Morgan, resulted as follows: [521, 462, 656, 495]
article-paragraph: "It is quite evident that an attempt is being made on the part of the importers of Great Britain to stampede the producers of the Dominion and the Commonwealth in connection with the restrictions. When it is considered that the proposed basis for restriction will not affect the quantities arriving in Great Britain to any extent till the end of 1933 it seems altogether beyond our comprehension that the present prices on the market should be so influenced by the decision of the producers." [235, 774, 364, 936]
article-headline: TES INTEREST [18, 1602, 88, 1628]
article-paragraph: Major Goodsell, University of California rowing club coach and former world single scull champion, said on Tuesday, that he would contest the race for the title at Toronto, Canada in the fall. His opponents will be Ted Philips, Great Britain, present champion, Bobby Pearce, 1932 Olympic champion, Bert Barry, Great Britain, former champion. [235, 1343, 364, 1462]
article-headline: CONVERSION LOAN [395, 1230, 490, 1257]
article-subhead: PURSUED AND CAUGHT [546, 588, 631, 611]
masthead [0, 0, 1114, 90]
article-paragraph: Accused said that the case was one which should be discussed quietly and without publicity. [521, 769, 656, 801]
column-5 [515, 96, 661, 1870]
article-paragraph: Meanwhile the delay is practically paralysing business. [235, 618, 364, 640]
article-subhead: ATTACK ON REDS [538, 1173, 639, 1185]
article-paragraph: Major Goodsell said that he understood the race is to be staged over 4 miles with three turns, with 5000 dollars as the first prize. It will take place during the Toronto exhibition between August 20 and September 8. [235, 1464, 364, 1540]
article-paragraph: The poignancy of the aeroplane tragedy is intensified by information received by the Australian Press Association to the effect that Miss Katherine McIlraith intended to return to Australia shortly with her brother as escort. He was about 24 and arrived in England in January and went to Paris, where on February 14 he commenced an European tour with his sister, visiting many cities. Miss McIlraith came to England with her mother in January 1931 and went to Cheltenham Ladies' College. Then at the end of last summer she commenced living with a family in Paris in order to increase her knowledge of French. [112, 1879, 224, 2117]
article-headline: BYE-ELECTION [536, 387, 641, 403]
article-paragraph: Shortly after eight o'clock on Tuesday a woman's cry for help was heard in Nelson Street. A young man ran to give assistance, and after running down the street caught a man, whom he took to the police station. [521, 657, 656, 722]
dateline: Rec. March 29, 8.40 p.m. [126, 1684, 210, 1694]
article-headline: GIRL SCALDED [678, 1543, 791, 1560]
article-subhead: POVERTY AND PLENTY [815, 128, 947, 140]
article-paragraph: To-day, John Munro, labourer, aged 40 years, appeared before Justices and pleaded guilty to being on Nelson Street premises without lawful excuse. [521, 724, 656, 767]
dateline: Received March 29, 7.50 p.m. [538, 199, 639, 209]
divider [13, 1594, 93, 1595]
article-headline: SOVIET ADAMANT [526, 103, 651, 118]
article-deck: FIFTEEN KILLED WHEN HUGE 'PLANE FALLS IN FLAMES [119, 153, 217, 184]
dateline: (Press Assn.—By Telegraph—Copyright) [392, 1287, 493, 1308]
article-subhead: A NATIONAL APPEAL. [382, 171, 503, 183]
dateline: London, March 28. [21, 405, 85, 415]
article-deck: REPORT GIVES DETAILS OF SETTLEMENT OF MAORI LAND [670, 146, 799, 167]
article-paragraph: Counsel for the Law Society stated that Wood had a very brilliant scholastic career, obtaining his Master of Law degree with first class honours in 1924 and a travelling scholarship in law in 1928. [235, 1794, 364, 1870]
article-subhead: DECREASE IN ADVANCES [260, 980, 339, 1002]
election-result-row [527, 497, 650, 508]
article-subhead: ADDRESS IN ROTORUA [815, 171, 947, 183]
dateline: London, March 28. [267, 235, 332, 245]
